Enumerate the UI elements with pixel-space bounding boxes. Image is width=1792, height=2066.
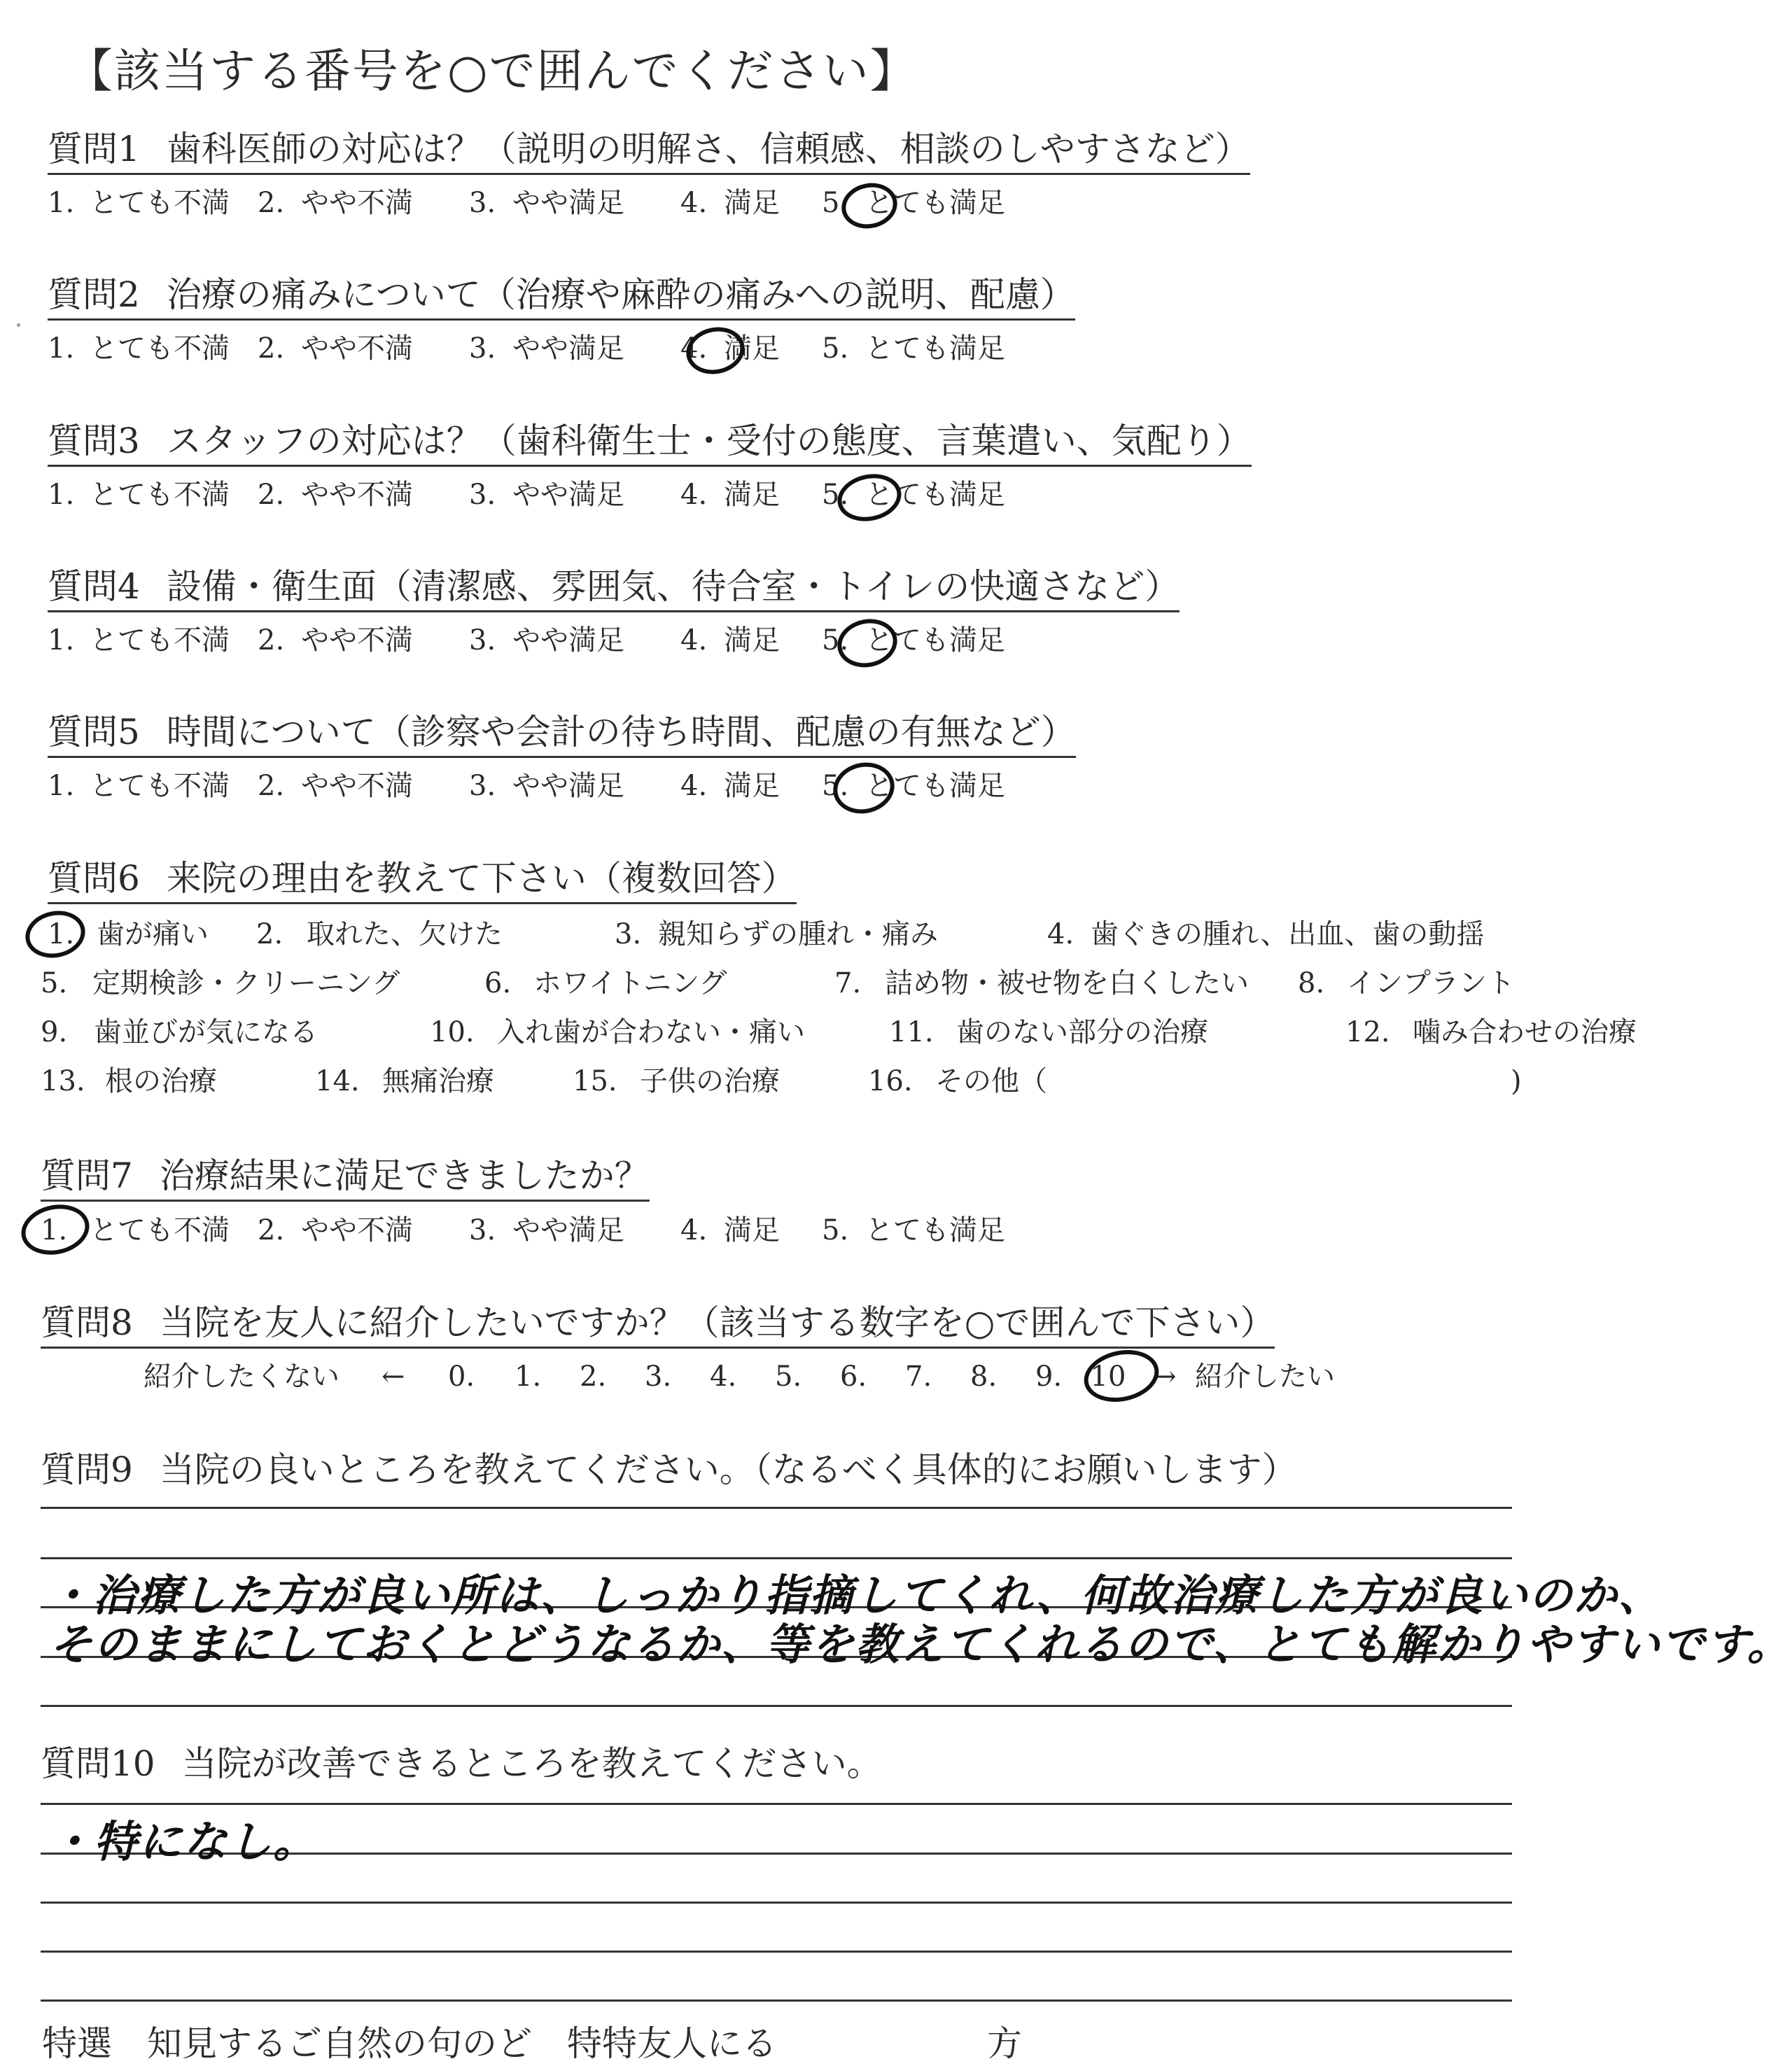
question-text: 来院の理由を教えて下さい（複数回答）: [166, 858, 797, 899]
answer-line: [41, 2000, 1512, 2002]
answer-line: [41, 1557, 1512, 1559]
scan-speck: [17, 323, 20, 327]
answer-circle-q7-1[interactable]: [17, 1199, 94, 1261]
question-number: 質問1: [48, 129, 140, 169]
question-number: 質問6: [48, 858, 140, 899]
question-9-title: [41, 1449, 1297, 1491]
question-3-options: 1. とても不満 2. やや不満 3. やや満足 4. 満足 5. とても満足: [48, 479, 1005, 511]
question-text: 歯科医師の対応は？（説明の明解さ、信頼感、相談のしやすさなど）: [166, 129, 1250, 169]
question-1-title: [48, 128, 1250, 175]
question-text: 当院が改善できるところを教えてください。: [181, 1743, 882, 1784]
question-text: 時間について（診察や会計の待ち時間、配慮の有無など）: [166, 712, 1076, 752]
answer-circle-q5-5[interactable]: [828, 757, 899, 820]
q6-options-row-1: 1. 歯が痛い 2. 取れた、欠けた 3. 親知らずの腫れ・痛み 4. 歯ぐきの腫れ、出血、歯の動揺: [48, 918, 1485, 950]
answer-line: [41, 1951, 1512, 1953]
question-4-options: 1. とても不満 2. やや不満 3. やや満足 4. 満足 5. とても満足: [48, 624, 1005, 656]
question-7-options: 1. とても不満 2. やや不満 3. やや満足 4. 満足 5. とても満足: [41, 1214, 1005, 1246]
question-number: 質問9: [41, 1449, 133, 1490]
question-number: 質問7: [41, 1155, 133, 1196]
question-5-options: 1. とても不満 2. やや不満 3. やや満足 4. 満足 5. とても満足: [48, 770, 1005, 802]
question-number: 質問10: [41, 1743, 155, 1784]
q6-options-row-2: 5. 定期検診・クリーニング 6. ホワイトニング 7. 詰め物・被せ物を白くしたい 8. インプラント: [41, 967, 1515, 999]
question-4-title: [48, 565, 1180, 612]
answer-circle-q6-1[interactable]: [21, 906, 90, 963]
q8-scale: 紹介したくない ← 0. 1. 2. 3. 4. 5. 6. 7. 8. 9. 10 → 紹介したい: [144, 1361, 1335, 1393]
answer-line: [41, 1803, 1512, 1805]
question-text: 当院の良いところを教えてください。（なるべく具体的にお願いします）: [159, 1449, 1297, 1490]
question-number: 質問3: [48, 421, 140, 461]
cut-off-footer-text: 特選 知見するご自然の句のど 特特友人にる 方: [42, 2023, 1022, 2064]
question-10-title: [41, 1743, 882, 1785]
question-8-title: [41, 1302, 1275, 1349]
question-1-options: 1. とても不満 2. やや不満 3. やや満足 4. 満足 5. とても満足: [48, 187, 1005, 219]
question-3-title: [48, 420, 1252, 467]
question-number: 質問5: [48, 712, 140, 752]
question-5-title: [48, 711, 1076, 758]
answer-line: [41, 1705, 1512, 1707]
question-6-title: [48, 857, 797, 904]
question-2-title: [48, 274, 1075, 321]
question-text: 治療結果に満足できましたか？: [159, 1155, 650, 1196]
answer-circle-q8-10[interactable]: [1079, 1344, 1164, 1409]
page-heading: 【該当する番号を○で囲んでください】: [66, 44, 918, 98]
question-text: 治療の痛みについて（治療や麻酔の痛みへの説明、配慮）: [166, 274, 1075, 315]
handwritten-answer-line-1[interactable]: ・治療した方が良い所は、しっかり指摘してくれ、何故治療した方が良いのか、: [48, 1570, 1663, 1621]
handwritten-answer-line-2[interactable]: そのままにしておくとどうなるか、等を教えてくれるので、とても解かりやすいです。: [49, 1619, 1792, 1670]
question-text: スタッフの対応は？（歯科衛生士・受付の態度、言葉遣い、気配り）: [166, 421, 1252, 461]
answer-line: [41, 1507, 1512, 1509]
question-text: 設備・衛生面（清潔感、雰囲気、待合室・トイレの快適さなど）: [166, 566, 1180, 607]
q6-options-row-3: 9. 歯並びが気になる 10. 入れ歯が合わない・痛い 11. 歯のない部分の治療 12. 噛み合わせの治療: [41, 1016, 1637, 1048]
question-number: 質問4: [48, 566, 140, 607]
question-2-options: 1. とても不満 2. やや不満 3. やや満足 4. 満足 5. とても満足: [48, 332, 1005, 365]
question-text: 当院を友人に紹介したいですか？（該当する数字を○で囲んで下さい）: [159, 1302, 1275, 1343]
question-number: 質問2: [48, 274, 140, 315]
handwritten-answer-q10[interactable]: ・特になし。: [49, 1816, 318, 1867]
question-7-title: [41, 1155, 650, 1202]
answer-line: [41, 1902, 1512, 1904]
q6-options-row-4: 13. 根の治療 14. 無痛治療 15. 子供の治療 16. その他（ ): [41, 1065, 1522, 1097]
question-number: 質問8: [41, 1302, 133, 1343]
